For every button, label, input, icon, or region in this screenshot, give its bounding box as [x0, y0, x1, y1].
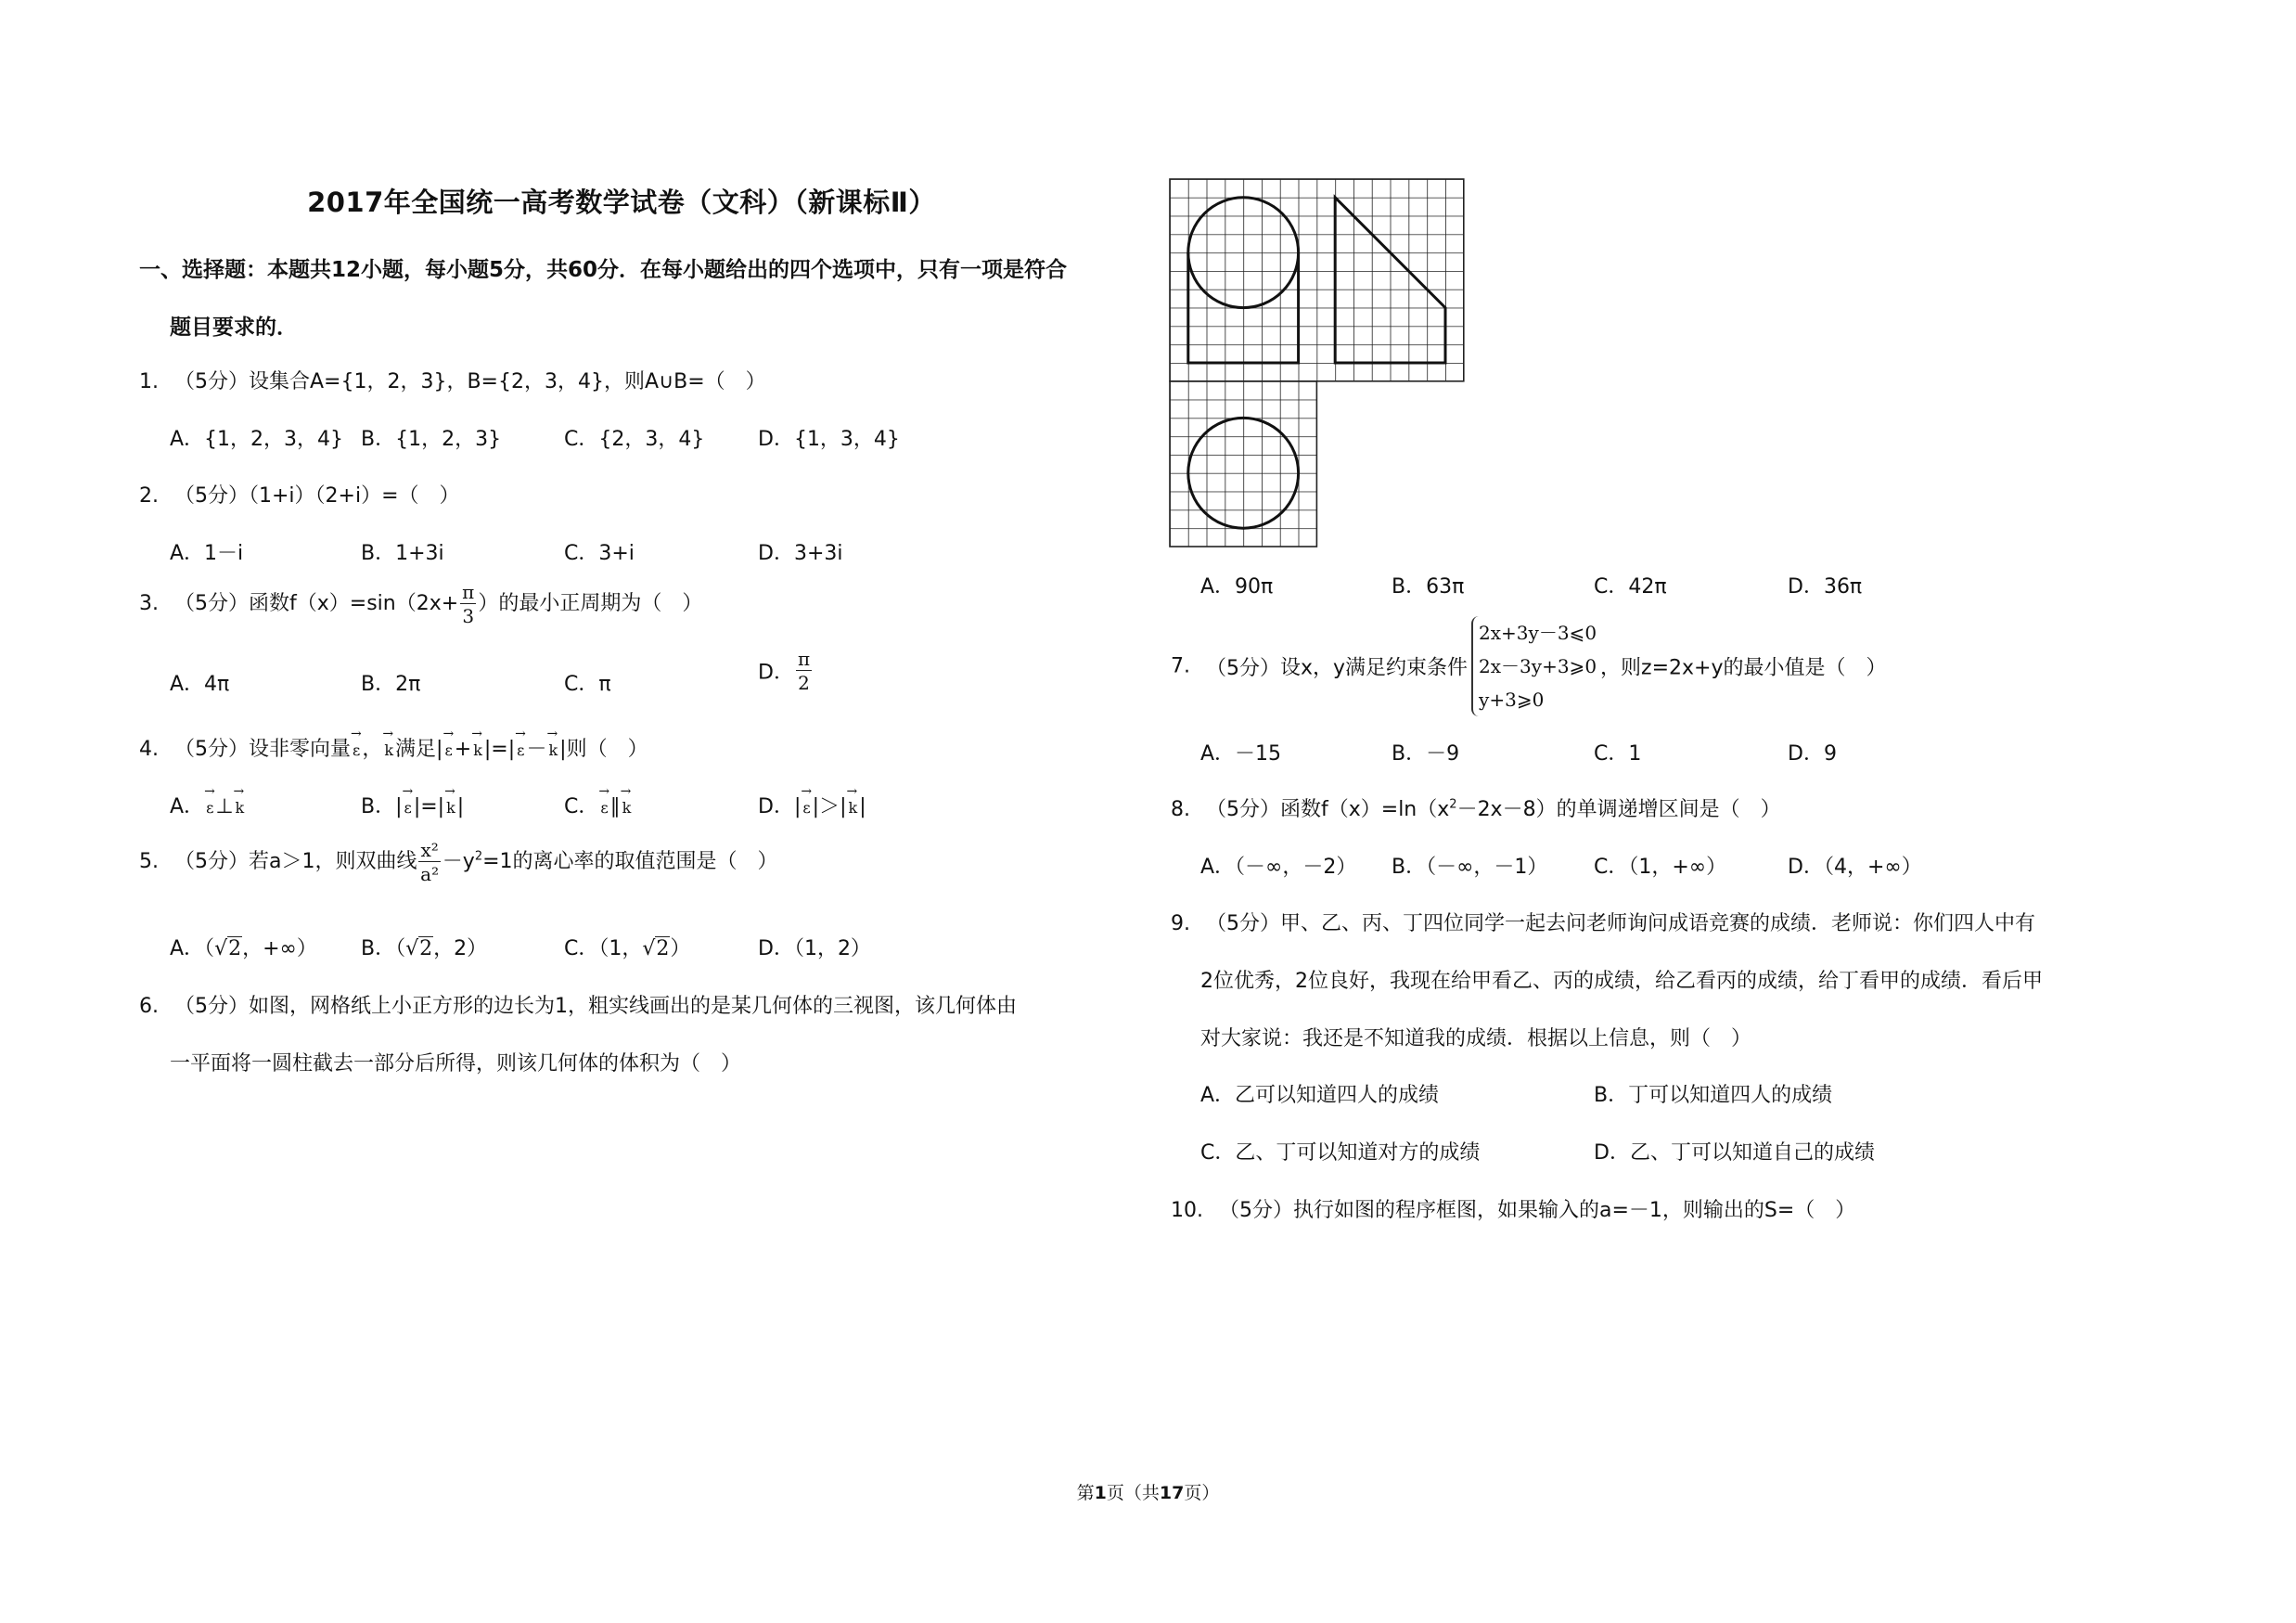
question-score: （5分） [174, 738, 249, 761]
option-label: D． [758, 661, 794, 685]
superscript: 2 [1449, 797, 1457, 812]
question-number: 3. [139, 592, 159, 615]
vector-b: → k [621, 799, 634, 817]
footer-middle: 页（共 [1106, 1483, 1160, 1503]
q4-option-d[interactable] [758, 791, 866, 819]
separator: ， [362, 738, 383, 761]
question-9 [1171, 908, 2035, 936]
page-number: 1 [1094, 1483, 1107, 1503]
question-score: （5分） [1206, 798, 1280, 821]
sqrt-2: √2 [214, 937, 242, 960]
constraint-2: 2x－3y+3⩾0 [1479, 655, 1597, 677]
vector-b: → k [471, 741, 484, 759]
abs-bar: | [859, 795, 866, 818]
q1-option-b[interactable]: B．{1，2，3} [361, 428, 502, 451]
question-score: （5分） [1219, 1199, 1293, 1222]
option-label: B． [361, 795, 396, 818]
question-text: 满足| [395, 738, 443, 761]
option-label: A． [170, 795, 205, 818]
question-number: 6. [139, 995, 159, 1018]
grid-lower [1170, 381, 1316, 547]
q9-option-a[interactable]: A．乙可以知道四人的成绩 [1200, 1084, 1440, 1107]
question-text: |则（ ） [559, 738, 648, 761]
question-9-line3: 对大家说：我还是不知道我的成绩．根据以上信息，则（ ） [1200, 1027, 1752, 1050]
question-10 [1171, 1194, 1855, 1223]
option-tail: ） [670, 937, 691, 960]
q1-option-d[interactable]: D．{1，3，4} [758, 428, 900, 451]
plus-sign: + [454, 738, 472, 761]
question-number: 2. [139, 484, 159, 508]
q6-option-b[interactable]: B．63π [1392, 575, 1465, 599]
question-text: 设集合A={1，2，3}，B={2，3，4}，则A∪B=（ ） [249, 370, 766, 393]
q6-option-c[interactable]: C．42π [1594, 575, 1667, 599]
option-tail: ，+∞） [242, 937, 317, 960]
section-heading-cont: 题目要求的． [170, 316, 298, 340]
fraction-pi-over-2: $\frac{\pi}{2}$ [797, 648, 811, 694]
question-text: 函数f（x）=ln（x [1280, 798, 1450, 821]
q9-option-d[interactable]: D．乙、丁可以知道自己的成绩 [1594, 1141, 1875, 1165]
question-8 [1171, 793, 1781, 822]
footer-suffix: 页） [1184, 1483, 1220, 1503]
q1-option-a[interactable]: A．{1，2，3，4} [170, 428, 344, 451]
question-score: （5分） [174, 592, 249, 615]
question-score: （5分） [174, 484, 249, 508]
question-number: 7. [1171, 654, 1190, 678]
question-3 [139, 583, 702, 625]
q8-option-c[interactable]: C．（1，+∞） [1594, 856, 1727, 879]
q2-option-a[interactable]: A．1－i [170, 542, 244, 565]
parallel-symbol: ∥ [609, 795, 621, 818]
question-number: 4. [139, 738, 159, 761]
question-text: 函数f（x）=sin（2x+ [249, 592, 459, 615]
question-number: 1. [139, 370, 159, 393]
question-score: （5分） [174, 370, 249, 393]
sqrt-2: √2 [405, 937, 433, 960]
question-number: 9. [1171, 912, 1190, 935]
question-text: =1的离心率的取值范围是（ ） [482, 850, 778, 873]
question-2 [139, 480, 460, 509]
question-score: （5分） [174, 995, 249, 1018]
question-score: （5分） [1206, 656, 1280, 680]
question-text: －y [442, 850, 475, 873]
constraint-system [1471, 616, 1597, 716]
q8-option-b[interactable]: B．（－∞，－1） [1392, 856, 1548, 879]
q8-option-a[interactable]: A．（－∞，－2） [1200, 856, 1357, 879]
question-text: －2x－8）的单调递增区间是（ ） [1456, 798, 1781, 821]
question-1 [139, 366, 766, 394]
constraint-3: y+3⩾0 [1479, 689, 1545, 711]
q7-option-c[interactable]: C．1 [1594, 742, 1642, 766]
vector-b: → k [444, 799, 457, 817]
page-footer [0, 1479, 2296, 1504]
question-score: （5分） [174, 850, 249, 873]
q6-option-a[interactable]: A．90π [1200, 575, 1274, 599]
q6-option-d[interactable]: D．36π [1788, 575, 1863, 599]
footer-prefix: 第 [1076, 1483, 1095, 1503]
question-5 [139, 841, 778, 883]
question-score: （5分） [1206, 912, 1280, 935]
constraint-1: 2x+3y－3⩽0 [1479, 622, 1597, 644]
option-label: D． [758, 795, 794, 818]
vector-b: → k [234, 799, 247, 817]
minus-sign: － [526, 738, 547, 761]
vector-a: → ε [351, 741, 362, 759]
question-7 [1171, 616, 1887, 716]
sqrt-2: √2 [642, 937, 670, 960]
greater-than: |＞| [812, 795, 847, 818]
question-6 [139, 990, 1017, 1019]
question-6-cont: 一平面将一圆柱截去一部分后所得，则该几何体的体积为（ ） [170, 1052, 742, 1076]
vector-b: → k [546, 741, 559, 759]
question-text: 执行如图的程序框图，如果输入的a=－1，则输出的S=（ ） [1293, 1199, 1856, 1222]
question-4 [139, 733, 648, 762]
q5-option-a[interactable] [170, 933, 317, 961]
abs-bar: | [395, 795, 403, 818]
fraction-x2-over-a2: $\frac{\text{x²}}{\text{a²}}$ [420, 839, 440, 885]
perpendicular-symbol: ⊥ [215, 795, 234, 818]
q5-option-c[interactable] [564, 933, 690, 961]
vector-b: → k [847, 799, 860, 817]
question-9-line2: 2位优秀，2位良好，我现在给甲看乙、丙的成绩，给乙看丙的成绩，给丁看甲的成绩．看后甲 [1200, 970, 2043, 993]
option-label: B．（ [361, 937, 406, 960]
q4-option-b[interactable] [361, 791, 464, 819]
abs-bar: | [456, 795, 465, 818]
vector-a: → ε [598, 799, 609, 817]
page-title: 2017年全国统一高考数学试卷（文科）（新课标Ⅱ） [307, 187, 936, 218]
question-text-after: ）的最小正周期为（ ） [478, 592, 703, 615]
section-heading: 一、选择题：本题共12小题，每小题5分，共60分．在每小题给出的四个选项中，只有一项是符合 [139, 258, 1068, 282]
option-tail: ，2） [433, 937, 488, 960]
q9-option-c[interactable]: C．乙、丁可以知道对方的成绩 [1200, 1141, 1481, 1165]
q3-option-b[interactable]: B．2π [361, 673, 421, 696]
q8-option-d[interactable]: D．（4，+∞） [1788, 856, 1922, 879]
question-text: 若a＞1，则双曲线 [249, 850, 417, 873]
q2-option-b[interactable]: B．1+3i [361, 542, 444, 565]
q7-option-a[interactable]: A．－15 [1200, 742, 1282, 766]
question-text: ，则z=2x+y的最小值是（ ） [1600, 656, 1887, 680]
vector-a: → ε [515, 741, 526, 759]
question-text: 如图，网格纸上小正方形的边长为1，粗实线画出的是某几何体的三视图，该几何体由 [249, 995, 1017, 1018]
option-label: C．（1， [564, 937, 643, 960]
q5-option-b[interactable] [361, 933, 487, 961]
equals: |=| [413, 795, 445, 818]
superscript: 2 [474, 849, 483, 864]
total-pages: 17 [1159, 1483, 1185, 1503]
question-text: 设非零向量 [249, 738, 352, 761]
q2-option-d[interactable]: D．3+3i [758, 542, 843, 565]
q2-option-c[interactable]: C．3+i [564, 542, 635, 565]
q3-option-c[interactable]: C．π [564, 673, 611, 696]
q4-option-a[interactable] [170, 791, 246, 819]
q9-option-b[interactable]: B．丁可以知道四人的成绩 [1594, 1084, 1833, 1107]
q3-option-a[interactable]: A．4π [170, 673, 230, 696]
q5-option-d[interactable]: D．（1，2） [758, 937, 871, 960]
q7-option-b[interactable]: B．－9 [1392, 742, 1460, 766]
question-text: 甲、乙、丙、丁四位同学一起去问老师询问成语竞赛的成绩．老师说：你们四人中有 [1280, 912, 2036, 935]
abs-bar: | [793, 795, 802, 818]
fraction-pi-over-3: $\frac{\pi}{3}$ [462, 581, 475, 627]
question-text: |=| [483, 738, 516, 761]
vector-a: → ε [204, 799, 215, 817]
option-label: C． [564, 795, 599, 818]
three-view-figure [1167, 176, 1473, 557]
vector-a: → ε [801, 799, 812, 817]
option-label: A．（ [170, 937, 215, 960]
vector-a: → ε [443, 741, 454, 759]
q7-option-d[interactable]: D．9 [1788, 742, 1837, 766]
vector-b: → k [382, 741, 395, 759]
q4-option-c[interactable] [564, 791, 633, 819]
q1-option-c[interactable]: C．{2，3，4} [564, 428, 705, 451]
question-text: （1+i）（2+i）=（ ） [249, 484, 460, 508]
vector-a: → ε [403, 799, 414, 817]
q3-option-d[interactable] [758, 650, 814, 692]
question-number: 8. [1171, 798, 1190, 821]
question-number: 5. [139, 850, 159, 873]
question-text: 设x，y满足约束条件 [1280, 656, 1469, 680]
question-number: 10. [1171, 1199, 1203, 1222]
